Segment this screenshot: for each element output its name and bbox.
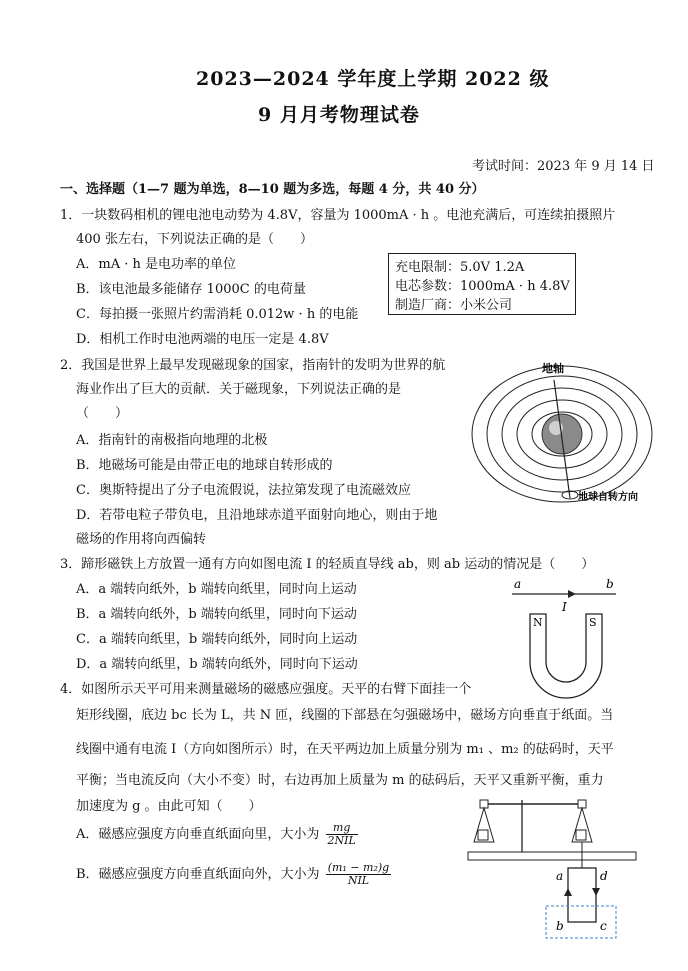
q4-option-a-text: A．磁感应强度方向垂直纸面向里，大小为: [76, 827, 320, 842]
battery-manufacturer: 制造厂商：小米公司: [395, 298, 513, 313]
q1-stem-line1: 1．一块数码相机的锂电池电动势为 4.8V，容量为 1000mA · h 。电池充满后，可连续拍摄照片: [60, 208, 616, 223]
q4-option-a-fraction: [326, 822, 358, 847]
q4-option-b: [76, 862, 391, 887]
coil-corner-b: b: [556, 919, 564, 933]
q3-option-a: A．a 端转向纸外，b 端转向纸里，同时向上运动: [76, 582, 357, 597]
q1-option-d: D．相机工作时电池两端的电压一定是 4.8V: [76, 332, 329, 347]
magnet-pole-n: N: [533, 616, 543, 629]
q4-option-b-text: B．磁感应强度方向垂直纸面向外，大小为: [76, 867, 320, 882]
exam-title-line2: 9 月月考物理试卷: [258, 104, 420, 126]
q4-option-b-numerator: (m₁ − m₂)g: [327, 861, 390, 874]
section-heading: 一、选择题（1—7 题为单选，8—10 题为多选，每题 4 分，共 40 分）: [60, 182, 485, 197]
battery-cell-params: 电芯参数：1000mA · h 4.8V: [395, 279, 570, 294]
q1-stem-line2: 400 张左右，下列说法正确的是（ ）: [76, 232, 313, 247]
q2-option-d: D．若带电粒子带负电，且沿地球赤道平面射向地心，则由于地: [76, 508, 438, 523]
exam-title-line1: 2023—2024 学年度上学期 2022 级: [196, 68, 550, 90]
magnet-pole-s: S: [589, 616, 597, 629]
earth-axis-label: 地轴: [542, 362, 564, 375]
q4-option-b-denominator: NIL: [347, 874, 370, 887]
q2-stem-line3: （ ）: [76, 406, 129, 421]
q1-option-c: C．每拍摄一张照片约需消耗 0.012w · h 的电能: [76, 307, 359, 322]
balance-coil-figure: [462, 796, 642, 942]
coil-corner-c: c: [600, 919, 607, 933]
current-label: I: [562, 600, 567, 614]
coil-corner-a: a: [556, 869, 564, 883]
q4-stem-line3: 线圈中通有电流 I（方向如图所示）时，在天平两边加上质量分别为 m₁ 、m₂ 的砝码时，天平: [76, 742, 614, 757]
horseshoe-magnet-figure: [506, 576, 626, 704]
q3-option-d: D．a 端转向纸里，b 端转向纸外，同时向下运动: [76, 657, 358, 672]
q4-option-b-fraction: [326, 862, 392, 887]
q3-option-b: B．a 端转向纸外，b 端转向纸里，同时向下运动: [76, 607, 357, 622]
q4-stem-line4: 平衡；当电流反向（大小不变）时，右边再加上质量为 m 的砝码后，天平又重新平衡，重力: [76, 773, 604, 788]
q4-stem-line5: 加速度为 g 。由此可知（ ）: [76, 799, 262, 814]
earth-rotation-label: 地球自转方向: [578, 492, 638, 503]
earth-globe: [542, 414, 582, 454]
exam-time: 考试时间：2023 年 9 月 14 日: [472, 159, 655, 174]
q4-option-a-numerator: mg: [326, 822, 358, 835]
q2-stem-line1: 2．我国是世界上最早发现磁现象的国家，指南针的发明为世界的航: [60, 358, 446, 373]
q1-option-b: B．该电池最多能储存 1000C 的电荷量: [76, 282, 306, 297]
q4-option-a-denominator: 2NIL: [327, 834, 356, 847]
coil-corner-d: d: [600, 869, 608, 883]
battery-charge-limit: 充电限制：5.0V 1.2A: [395, 260, 525, 275]
wire-end-a: a: [514, 577, 522, 591]
q1-option-a: A．mA · h 是电功率的单位: [76, 257, 237, 272]
q2-stem-line2: 海业作出了巨大的贡献．关于磁现象，下列说法正确的是: [76, 382, 402, 397]
q4-stem-line2: 矩形线圈，底边 bc 长为 L，共 N 匝，线圈的下部悬在匀强磁场中，磁场方向垂直于纸面。当: [76, 708, 614, 723]
q2-option-a: A．指南针的南极指向地理的北极: [76, 433, 268, 448]
q2-option-b: B．地磁场可能是由带正电的地球自转形成的: [76, 458, 333, 473]
wire-end-b: b: [606, 577, 614, 591]
battery-info-box: [388, 253, 576, 315]
q4-stem-line1: 4．如图所示天平可用来测量磁场的磁感应强度。天平的右臂下面挂一个: [60, 682, 472, 697]
q2-option-c: C．奥斯特提出了分子电流假说，法拉第发现了电流磁效应: [76, 483, 411, 498]
q2-option-d-cont: 磁场的作用将向西偏转: [76, 532, 207, 547]
q4-option-a: [76, 822, 358, 847]
earth-magnetic-field-figure: [470, 360, 680, 510]
q3-stem: 3．蹄形磁铁上方放置一通有方向如图电流 I 的轻质直导线 ab，则 ab 运动的情况是（ ）: [60, 557, 595, 572]
q3-option-c: C．a 端转向纸里，b 端转向纸外，同时向上运动: [76, 632, 358, 647]
